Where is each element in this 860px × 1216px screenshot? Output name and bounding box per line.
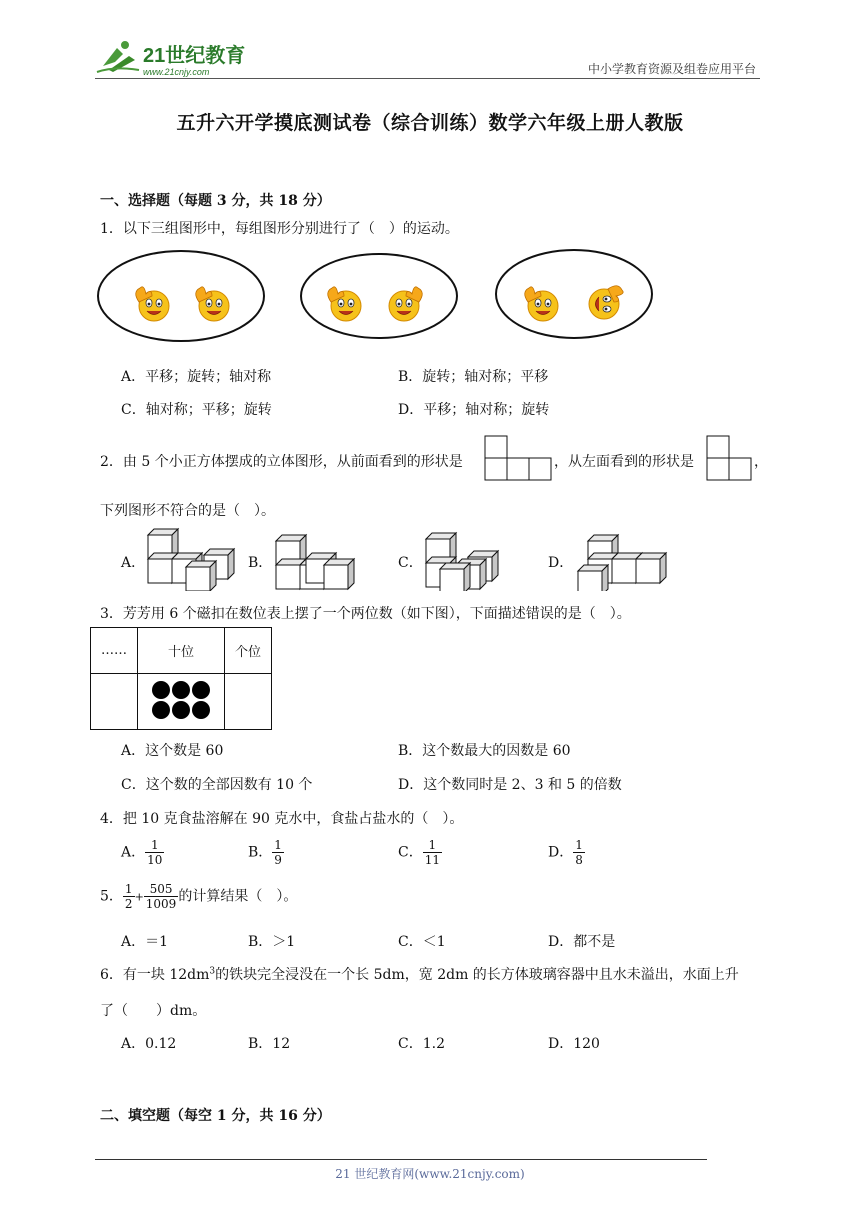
face-icon bbox=[196, 287, 229, 321]
q2-left-view bbox=[706, 435, 752, 481]
footer-link[interactable]: 21 世纪教育网(www.21cnjy.com) bbox=[335, 1167, 525, 1181]
table-header-ones: 个位 bbox=[225, 628, 272, 674]
q2-label-a: A． bbox=[121, 555, 146, 571]
q1-text: 1．以下三组图形中，每组图形分别进行了（ ）的运动。 bbox=[100, 221, 459, 237]
q6-option-a: A．0.12 bbox=[121, 1036, 177, 1052]
q3-option-d: D．这个数同时是 2、3 和 5 的倍数 bbox=[398, 777, 622, 793]
q6-option-c: C．1.2 bbox=[398, 1036, 445, 1052]
table-header-dots: …… bbox=[91, 628, 138, 674]
table-header-tens: 十位 bbox=[138, 628, 225, 674]
q4-option-c: C． $\frac{1}{11}$ bbox=[398, 838, 440, 867]
q5-option-b: B．＞1 bbox=[248, 934, 296, 950]
q1-figures bbox=[96, 246, 666, 346]
q4-option-b: B． $\frac{1}{9}$ bbox=[248, 838, 282, 867]
q2-text-a: 2．由 5 个小正方体摆成的立体图形，从前面看到的形状是 bbox=[100, 454, 463, 470]
q3-option-a: A．这个数是 60 bbox=[121, 743, 224, 759]
face-icon bbox=[389, 287, 422, 321]
q4-text: 4．把 10 克食盐溶解在 90 克水中，食盐占盐水的（ ）。 bbox=[100, 811, 464, 827]
q5-option-a: A．＝1 bbox=[121, 934, 169, 950]
page-title: 五升六开学摸底测试卷（综合训练）数学六年级上册人教版 bbox=[176, 112, 684, 134]
magnet-dots bbox=[150, 679, 212, 721]
q2-text-b: ，从左面看到的形状是 bbox=[554, 454, 694, 470]
platform-label: 中小学教育资源及组卷应用平台 bbox=[587, 62, 756, 76]
q1-option-b: B．旋转；轴对称；平移 bbox=[398, 369, 549, 385]
q3-text: 3．芳芳用 6 个磁扣在数位表上摆了一个两位数（如下图），下面描述错误的是（ ）。 bbox=[100, 606, 631, 622]
place-value-table bbox=[90, 627, 272, 730]
face-icon bbox=[328, 287, 361, 321]
logo-text: 21世纪教育 bbox=[143, 45, 246, 67]
q2-label-b: B． bbox=[248, 555, 273, 571]
header-divider bbox=[95, 78, 760, 79]
q2-text-d: 下列图形不符合的是（ ）。 bbox=[100, 503, 275, 519]
q5-text: 5． $\frac{1}{2}$ + $\frac{505}{1009}$ 的计算结果（ ）。 bbox=[100, 882, 298, 911]
q2-label-d: D． bbox=[548, 555, 574, 571]
q1-option-a: A．平移；旋转；轴对称 bbox=[121, 369, 272, 385]
q6-text-line1: 6．有一块 $12dm^3$的铁块完全浸没在一个长 5dm，宽 2dm 的长方体玻璃容器中且水未溢出，水面上升 bbox=[100, 966, 739, 983]
q1-option-c: C．轴对称；平移；旋转 bbox=[121, 402, 272, 418]
section-heading-choice: 一、选择题（每题 3 分，共 18 分） bbox=[100, 193, 331, 209]
q5-option-c: C．＜1 bbox=[398, 934, 446, 950]
q1-option-d: D．平移；轴对称；旋转 bbox=[398, 402, 550, 418]
q3-option-b: B．这个数最大的因数是 60 bbox=[398, 743, 571, 759]
site-logo bbox=[95, 36, 260, 80]
q2-text-c: ， bbox=[754, 454, 768, 470]
q6-option-b: B．12 bbox=[248, 1036, 291, 1052]
q6-text-line2: 了（ ）dm。 bbox=[100, 1003, 207, 1019]
logo-url: www.21cnjy.com bbox=[143, 67, 210, 77]
q4-option-d: D． $\frac{1}{8}$ bbox=[548, 838, 583, 867]
q6-option-d: D．120 bbox=[548, 1036, 600, 1052]
q4-option-a: A． $\frac{1}{10}$ bbox=[121, 838, 163, 867]
q2-label-c: C． bbox=[398, 555, 423, 571]
face-icon bbox=[589, 286, 623, 319]
q5-option-d: D．都不是 bbox=[548, 934, 616, 950]
footer-divider bbox=[95, 1159, 707, 1160]
section-heading-fill: 二、填空题（每空 1 分，共 16 分） bbox=[100, 1108, 331, 1124]
face-icon bbox=[525, 287, 558, 321]
q2-options-figures bbox=[0, 525, 700, 591]
q2-front-view bbox=[484, 435, 552, 481]
face-icon bbox=[136, 287, 169, 321]
tens-cell bbox=[138, 674, 225, 730]
q3-option-c: C．这个数的全部因数有 10 个 bbox=[121, 777, 313, 793]
